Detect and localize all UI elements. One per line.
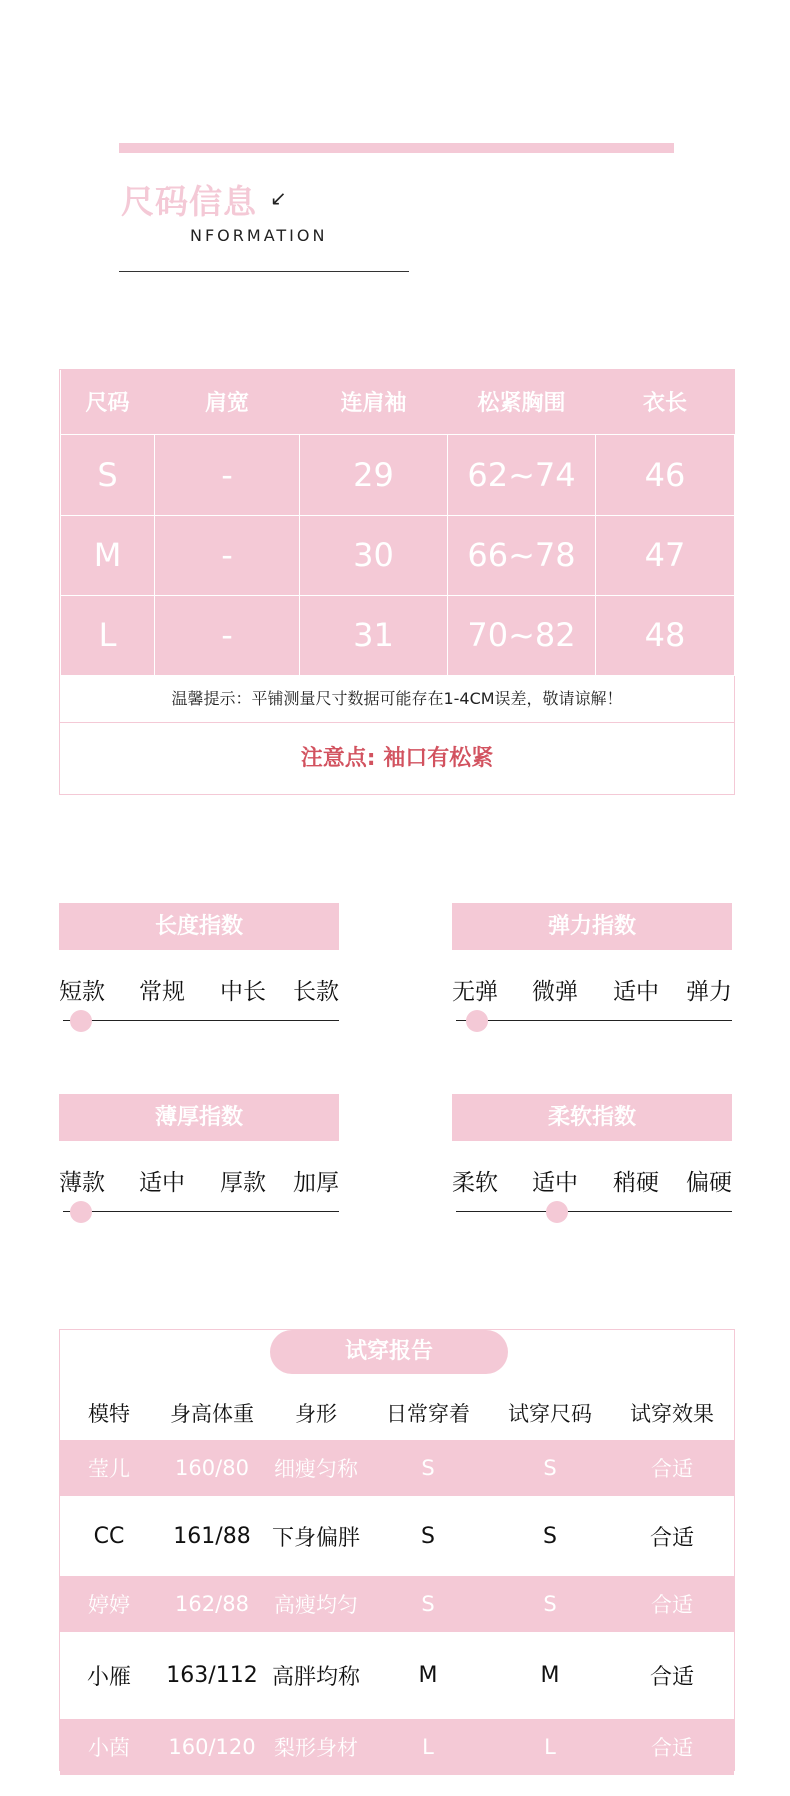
length-slider-track (63, 1020, 339, 1021)
cuff-warning: 注意点: 袖口有松紧 (300, 746, 494, 771)
table-cell: - (155, 515, 300, 595)
elasticity-option: 微弹 (532, 979, 578, 1005)
table-cell: S (366, 1440, 490, 1496)
measurement-note: 温馨提示：平铺测量尺寸数据可能存在1-4CM误差，敬请谅解！ (60, 675, 734, 723)
table-cell: 小茵 (60, 1719, 158, 1775)
length-option: 短款 (59, 979, 105, 1005)
elasticity-option: 弹力 (686, 979, 732, 1005)
table-cell: 62~74 (448, 434, 596, 515)
table-row (61, 515, 735, 595)
page-title: 尺码信息 (121, 182, 257, 221)
table-cell: CC (60, 1496, 158, 1576)
col-header-daily-size: 日常穿着 (386, 1402, 470, 1426)
thickness-index (59, 1094, 339, 1224)
table-cell: 160/80 (158, 1440, 266, 1496)
header-top-bar (119, 143, 674, 153)
table-row (61, 595, 735, 675)
table-cell: 小雁 (60, 1632, 158, 1719)
softness-option: 柔软 (452, 1170, 498, 1196)
col-header-sleeve: 连肩袖 (300, 370, 448, 434)
thickness-option: 厚款 (220, 1170, 266, 1196)
table-cell: S (366, 1576, 490, 1632)
table-cell: 162/88 (158, 1576, 266, 1632)
col-header-height-weight: 身高体重 (170, 1402, 254, 1426)
length-index-labels (59, 973, 339, 1003)
length-slider-marker (70, 1010, 92, 1032)
elasticity-slider-track (456, 1020, 732, 1021)
table-cell: 48 (596, 595, 735, 675)
table-cell: S (61, 434, 155, 515)
softness-option: 偏硬 (686, 1170, 732, 1196)
table-cell: 莹儿 (60, 1440, 158, 1496)
table-cell: 合适 (610, 1719, 734, 1775)
thickness-option: 加厚 (293, 1170, 339, 1196)
table-cell: 31 (300, 595, 448, 675)
table-row (60, 1440, 734, 1496)
table-cell: 高胖均称 (266, 1632, 366, 1719)
table-cell: 合适 (610, 1632, 734, 1719)
size-table-header (61, 370, 735, 434)
table-cell: 30 (300, 515, 448, 595)
thickness-option: 薄款 (59, 1170, 105, 1196)
col-header-length: 衣长 (596, 370, 735, 434)
col-header-fit-result: 试穿效果 (630, 1402, 714, 1426)
elasticity-slider-marker (466, 1010, 488, 1032)
softness-slider-track (456, 1211, 732, 1212)
softness-option: 适中 (532, 1170, 578, 1196)
col-header-shoulder: 肩宽 (155, 370, 300, 434)
thickness-slider-track (63, 1211, 339, 1212)
fitting-report-table (60, 1386, 734, 1775)
elasticity-index-labels (452, 973, 732, 1003)
table-cell: 高瘦均匀 (266, 1576, 366, 1632)
table-cell: 合适 (610, 1440, 734, 1496)
col-header-chest: 松紧胸围 (448, 370, 596, 434)
table-cell: S (366, 1496, 490, 1576)
length-option: 长款 (293, 979, 339, 1005)
table-cell: M (490, 1632, 610, 1719)
table-cell: M (61, 515, 155, 595)
table-cell: L (490, 1719, 610, 1775)
report-table-header (60, 1386, 734, 1440)
length-option: 常规 (139, 979, 185, 1005)
header-underline (119, 271, 409, 272)
table-cell: 梨形身材 (266, 1719, 366, 1775)
table-row (61, 434, 735, 515)
fitting-report-section (59, 1329, 735, 1771)
table-cell: 29 (300, 434, 448, 515)
table-row (60, 1632, 734, 1719)
col-header-size: 尺码 (61, 370, 155, 434)
softness-slider-marker (546, 1201, 568, 1223)
table-cell: 下身偏胖 (266, 1496, 366, 1576)
length-index-title: 长度指数 (59, 903, 339, 950)
table-cell: 66~78 (448, 515, 596, 595)
page-subtitle: NFORMATION (190, 226, 328, 245)
thickness-slider-marker (70, 1201, 92, 1223)
col-header-figure: 身形 (295, 1402, 337, 1426)
table-cell: S (490, 1440, 610, 1496)
softness-index-labels (452, 1164, 732, 1194)
table-cell: 46 (596, 434, 735, 515)
elasticity-option: 无弹 (452, 979, 498, 1005)
table-cell: - (155, 595, 300, 675)
size-table (60, 370, 735, 676)
table-cell: 160/120 (158, 1719, 266, 1775)
length-index (59, 903, 339, 1033)
table-row (60, 1719, 734, 1775)
table-cell: 161/88 (158, 1496, 266, 1576)
softness-index-title: 柔软指数 (452, 1094, 732, 1141)
table-cell: 47 (596, 515, 735, 595)
table-cell: 合适 (610, 1496, 734, 1576)
elasticity-index-title: 弹力指数 (452, 903, 732, 950)
thickness-option: 适中 (139, 1170, 185, 1196)
arrow-icon: ↙ (270, 186, 287, 210)
table-cell: 婷婷 (60, 1576, 158, 1632)
col-header-model: 模特 (88, 1402, 130, 1426)
thickness-index-labels (59, 1164, 339, 1194)
softness-option: 稍硬 (613, 1170, 659, 1196)
col-header-tried-size: 试穿尺码 (508, 1402, 592, 1426)
fitting-report-title: 试穿报告 (270, 1330, 508, 1374)
table-cell: L (61, 595, 155, 675)
table-cell: S (490, 1496, 610, 1576)
thickness-index-title: 薄厚指数 (59, 1094, 339, 1141)
table-cell: 70~82 (448, 595, 596, 675)
table-row (60, 1496, 734, 1576)
elasticity-index (452, 903, 732, 1033)
table-row (60, 1576, 734, 1632)
softness-index (452, 1094, 732, 1224)
elasticity-option: 适中 (613, 979, 659, 1005)
table-cell: 合适 (610, 1576, 734, 1632)
size-table-section (59, 369, 735, 795)
table-cell: M (366, 1632, 490, 1719)
table-cell: L (366, 1719, 490, 1775)
length-option: 中长 (220, 979, 266, 1005)
table-cell: 细瘦匀称 (266, 1440, 366, 1496)
table-cell: - (155, 434, 300, 515)
table-cell: S (490, 1576, 610, 1632)
table-cell: 163/112 (158, 1632, 266, 1719)
